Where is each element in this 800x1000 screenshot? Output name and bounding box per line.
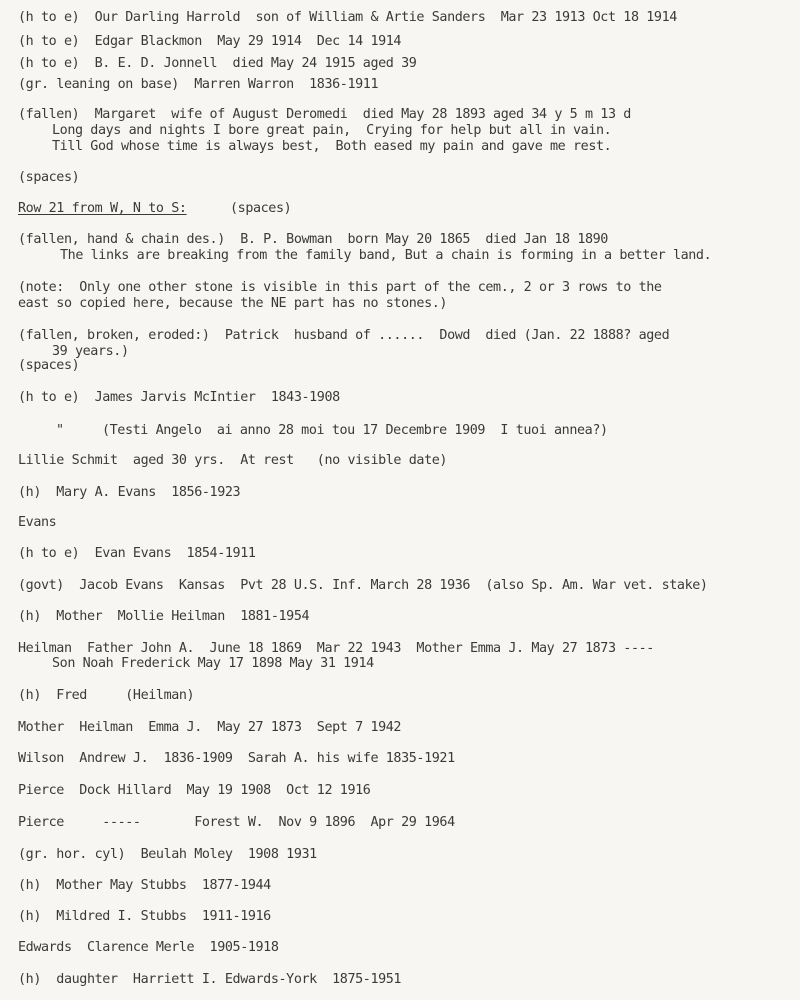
entry-line: Mother Heilman Emma J. May 27 1873 Sept 7 1942 bbox=[18, 720, 402, 735]
epitaph-line: The links are breaking from the family band, But a chain is forming in a better land. bbox=[60, 248, 712, 263]
entry-line: " (Testi Angelo ai anno 28 moi tou 17 Decembre 1909 I tuoi annea?) bbox=[56, 423, 608, 438]
entry-line: Evans bbox=[18, 515, 57, 530]
entry-line: (govt) Jacob Evans Kansas Pvt 28 U.S. Inf. March 28 1936 (also Sp. Am. War vet. stake) bbox=[18, 578, 708, 593]
entry-line: (h to e) B. E. D. Jonnell died May 24 1915 aged 39 bbox=[18, 56, 417, 71]
row-heading: Row 21 from W, N to S: bbox=[18, 201, 187, 216]
entry-line: (h) Mildred I. Stubbs 1911-1916 bbox=[18, 909, 271, 924]
entry-line: (fallen, hand & chain des.) B. P. Bowman born May 20 1865 died Jan 18 1890 bbox=[18, 232, 608, 247]
note-line: (note: Only one other stone is visible in this part of the cem., 2 or 3 rows to the bbox=[18, 280, 662, 295]
entry-line: (fallen, broken, eroded:) Patrick husband of ...... Dowd died (Jan. 22 1888? aged bbox=[18, 328, 670, 343]
spaces-note: (spaces) bbox=[18, 170, 80, 185]
epitaph-line: Long days and nights I bore great pain, Crying for help but all in vain. bbox=[52, 123, 612, 138]
spaces-note: (spaces) bbox=[18, 358, 80, 373]
entry-line: Son Noah Frederick May 17 1898 May 31 1914 bbox=[52, 656, 374, 671]
entry-line: (h) Mother Mollie Heilman 1881-1954 bbox=[18, 609, 310, 624]
entry-line: (h) Mother May Stubbs 1877-1944 bbox=[18, 878, 271, 893]
entry-line: Wilson Andrew J. 1836-1909 Sarah A. his wife 1835-1921 bbox=[18, 751, 455, 766]
entry-line: Pierce ----- Forest W. Nov 9 1896 Apr 29 1964 bbox=[18, 815, 455, 830]
entry-line: Edwards Clarence Merle 1905-1918 bbox=[18, 940, 279, 955]
entry-line: Heilman Father John A. June 18 1869 Mar 22 1943 Mother Emma J. May 27 1873 ---- bbox=[18, 641, 654, 656]
entry-line: (h) daughter Harriett I. Edwards-York 1875-1951 bbox=[18, 972, 402, 987]
entry-line: Lillie Schmit aged 30 yrs. At rest (no visible date) bbox=[18, 453, 448, 468]
entry-line: (h) Fred (Heilman) bbox=[18, 688, 195, 703]
entry-line: Pierce Dock Hillard May 19 1908 Oct 12 1916 bbox=[18, 783, 371, 798]
entry-line: (h to e) James Jarvis McIntier 1843-1908 bbox=[18, 390, 340, 405]
epitaph-line: Till God whose time is always best, Both eased my pain and gave me rest. bbox=[52, 139, 612, 154]
entry-line: (gr. leaning on base) Marren Warron 1836-1911 bbox=[18, 77, 379, 92]
entry-line: (h to e) Our Darling Harrold son of William & Artie Sanders Mar 23 1913 Oct 18 1914 bbox=[18, 10, 677, 25]
entry-line: (h to e) Edgar Blackmon May 29 1914 Dec 14 1914 bbox=[18, 34, 402, 49]
note-line: east so copied here, because the NE part has no stones.) bbox=[18, 296, 448, 311]
entry-line: (h to e) Evan Evans 1854-1911 bbox=[18, 546, 256, 561]
entry-line: (fallen) Margaret wife of August Deromedi died May 28 1893 aged 34 y 5 m 13 d bbox=[18, 107, 631, 122]
spaces-note: (spaces) bbox=[230, 201, 292, 216]
entry-line: (h) Mary A. Evans 1856-1923 bbox=[18, 485, 241, 500]
entry-line: 39 years.) bbox=[52, 344, 129, 359]
entry-line: (gr. hor. cyl) Beulah Moley 1908 1931 bbox=[18, 847, 317, 862]
